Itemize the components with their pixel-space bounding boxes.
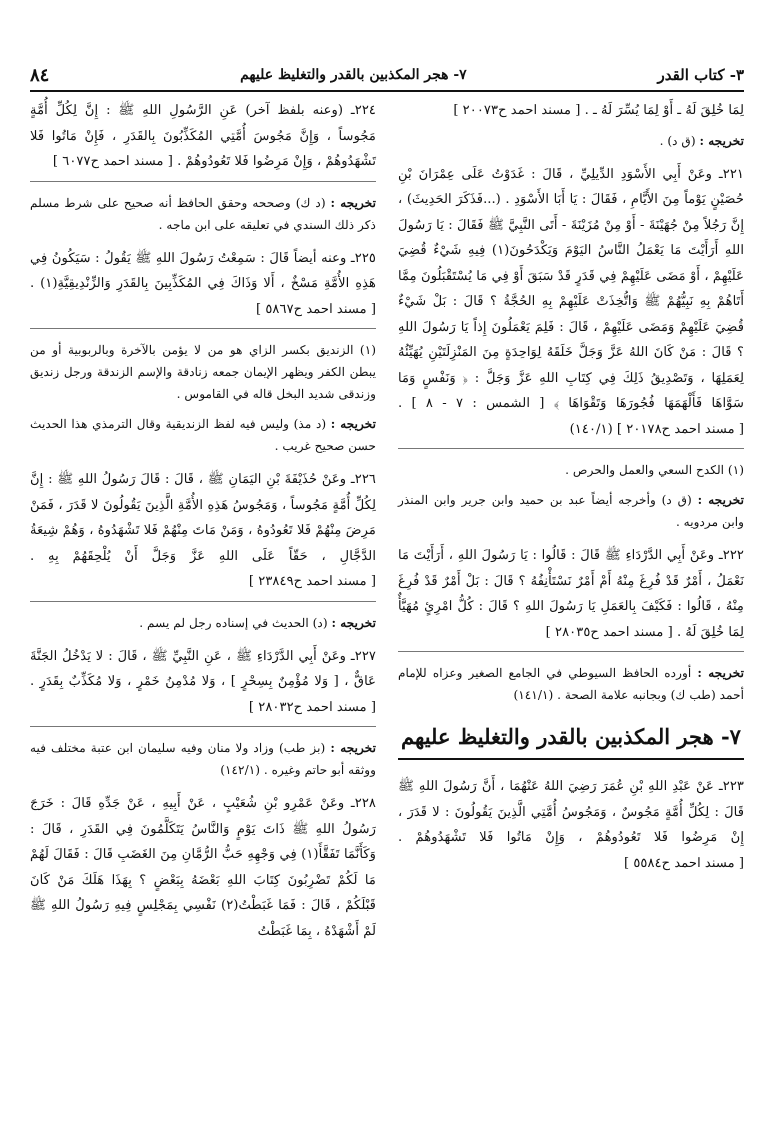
left-column	[30, 98, 376, 1092]
footnote-divider	[30, 181, 376, 182]
footnote-divider	[30, 726, 376, 727]
footnote-divider	[398, 448, 744, 449]
page-header	[30, 60, 744, 92]
hadith-reference: [ مسند احمد ح٦٠٧٧ ]	[52, 154, 173, 169]
hadith-221: ٢٢١ـ وعَنْ أَبِي الأَسْوَدِ الدِّيلِيِّ ، قَالَ : غَدَوْتُ عَلَى عِمْرَانَ بْنِ حُصَيْنٍ يَوْماً مِنَ الأَيَّامِ ، فَقَالَ : يَا أَبَا الأَسْوَدِ . (...فَذَكَرَ الحَدِيثَ) ، إِنَّ رَجُلاً مِنْ جُهَيْنَةَ - أَوْ مِنْ مُزَيْنَةَ - أَتَى النَّبِيَّ ﷺ فَقَالَ : يَا رَسُولَ اللهِ أَرَأَيْتَ مَا يَعْمَلُ النَّاسُ اليَوْمَ وَيَكْدَحُونَ(١) فِيهِ شَيْءٌ قُضِيَ عَلَيْهِمْ ، أَوْ مَضَى عَلَيْهِمْ فِي قَدَرٍ قَدْ سَبَقَ أَوْ فِي مَا يُسْتَقْبَلُونَ مِمَّا أَتَاهُمْ بِهِ نَبِيُّهُمْ ﷺ وَاتُّخِذَتْ عَلَيْهِمْ بِهِ الحُجَّةُ ؟ قَالَ : بَلْ شَيْءٌ قُضِيَ عَلَيْهِمْ وَمَضَى عَلَيْهِمْ ، قَالَ : فَلِمَ يَعْمَلُونَ إِذاً يَا رَسُولَ اللهِ ؟ قَالَ : مَنْ كَانَ اللهُ عَزَّ وَجَلَّ خَلَقَهُ لِوَاحِدَةٍ مِنَ المَنْزِلَتَيْنِ يُهَيِّئُهُ لِعَمَلِهَا ، وَتَصْدِيقُ ذَلِكَ فِي كِتَابِ اللهِ عَزَّ وَجَلَّ : ﴿ وَنَفْسٍ وَمَا سَوَّاهَا فَأَلْهَمَهَا فُجُورَهَا وَتَقْوَاهَا ﴾ [ الشمس : ٧ - ٨ ] . [ مسند احمد ح٢٠١٧٨ ] (١٤٠/١)	[398, 166, 744, 437]
hadith-228: ٢٢٨ـ وعَنْ عَمْرِو بْنِ شُعَيْبٍ ، عَنْ أَبِيهِ ، عَنْ جَدِّهِ قَالَ : خَرَجَ رَسُولُ اللهِ ﷺ ذَاتَ يَوْمٍ وَالنَّاسُ يَتَكَلَّمُونَ فِي القَدَرِ ، قَالَ : وَكَأَنَّمَا تَفَقَّأَ(١) فِي وَجْهِهِ حَبُّ الرُّمَّانِ مِنَ الغَضَبِ قَالَ : فَقَالَ لَهُمْ مَا لَكُمْ تَضْرِبُونَ كِتَابَ اللهِ بَعْضَهُ بِبَعْضٍ ؟ بِهَذَا هَلَكَ مَنْ كَانَ قَبْلَكُمْ ، قَالَ : فَمَا غَبَطْتُ(٢) نَفْسِي بِمَجْلِسٍ فِيهِ رَسُولُ اللهِ ﷺ لَمْ أَشْهَدْهُ ، بِمَا غَبَطْتُ	[30, 796, 376, 939]
takhrij-note: تخريجه : (د مذ) وليس فيه لفظ الزنديقية وقال الترمذي هذا الحديث حسن صحيح غريب .	[30, 417, 376, 453]
hadith-227: ٢٢٧ـ وعَنْ أَبِي الدَّرْدَاءِ ﷺ ، عَنِ النَّبِيِّ ﷺ ، قَالَ : لا يَدْخُلُ الجَنَّةَ عَاقٌّ ، [ وَلا مُؤْمِنٌ بِسِحْرٍ ] ، وَلا مُدْمِنُ خَمْرٍ ، وَلا مُكَذِّبٌ بِقَدَرٍ . [ مسند احمد ح٢٨٠٣٢ ]	[30, 648, 376, 715]
section-running-title: ٧- هجر المكذبين بالقدر والتغليظ عليهم	[240, 67, 467, 83]
takhrij-note: تخريجه : (ق د) .	[659, 133, 744, 148]
takhrij-note: تخريجه : (د) الحديث في إسناده رجل لم يسم .	[139, 615, 376, 630]
footnote: (١) الزنديق بكسر الزاي هو من لا يؤمن بالآخرة وبالربوبية أو من يبطن الكفر ويظهر الإيمان جمعه زنادقة والإسم الزندقة ورجل زنديق وزندقى شديد البخل قاله في القاموس .	[30, 343, 376, 401]
hadith-224: ٢٢٤ـ (وعنه بلفظ آخر) عَنِ الرَّسُولِ اللهِ ﷺ : إِنَّ لِكُلِّ أُمَّةٍ مَجُوساً ، وَإِنَّ مَجُوسَ أُمَّتِي المُكَذِّبُونَ بِالقَدَرِ ، فَإِنْ مَاتُوا فَلا تَشْهَدُوهُمْ ، وَإِنْ مَرِضُوا فَلا تَعُودُوهُمْ . [ مسند احمد ح٦٠٧٧ ]	[30, 103, 376, 169]
section-heading: ٧- هجر المكذبين بالقدر والتغليظ عليهم	[398, 722, 744, 760]
hadith-reference: [ مسند احمد ح٥٥٨٤ ]	[623, 855, 744, 871]
takhrij-note: تخريجه : (ق د) وأخرجه أيضاً عبد بن حميد وابن جرير وابن المنذر وابن مردويه .	[398, 493, 745, 529]
hadith-reference: [ مسند احمد ح٢٣٨٤٩ ]	[248, 574, 376, 589]
footnote: (١) الكدح السعي والعمل والحرص .	[565, 463, 744, 477]
takhrij-note: تخريجه : أورده الحافظ السيوطي في الجامع الصغير وعزاه للإمام أحمد (طب ك) وبجانبه علامة الصحة . (١٤١/١)	[398, 666, 745, 702]
footnote-divider	[30, 328, 376, 329]
hadith-reference: [ مسند احمد ح٥٨٦٧ ]	[255, 301, 376, 317]
hadith-reference: [ مسند احمد ح٢٨٠٣٢ ]	[248, 699, 376, 715]
footnote-divider	[398, 651, 744, 652]
hadith-reference: [ مسند احمد ح٢٨٠٣٥ ]	[545, 624, 673, 640]
takhrij-note: تخريجه : (د ك) وصححه وحقق الحافظ أنه صحيح على شرط مسلم ذكر ذلك السندي في تعليقه على ابن ماجه .	[30, 195, 376, 232]
hadith-225: ٢٢٥ـ وعنه أيضاً قَالَ : سَمِعْتُ رَسُولَ اللهِ ﷺ يَقُولُ : سَيَكُونُ فِي هَذِهِ الأُمَّةِ مَسْخٌ ، أَلا وَذَاكَ فِي المُكَذِّبِينَ بِالقَدَرِ وَالزِّنْدِيقِيَّةِ(١) . [ مسند احمد ح٥٨٦٧ ]	[30, 250, 376, 317]
footnote-divider	[30, 601, 376, 602]
hadith-226: ٢٢٦ـ وعَنْ حُذَيْفَةَ بْنِ اليَمَانِ ﷺ ، قَالَ : قَالَ رَسُولُ اللهِ ﷺ : إِنَّ لِكُلِّ أُمَّةٍ مَجُوساً ، وَمَجُوسُ هَذِهِ الأُمَّةِ الَّذِينَ يَقُولُونَ لا قَدَرَ ، فَمَنْ مَرِضَ مِنْهُمْ فَلا تَعُودُوهُ ، وَمَنْ مَاتَ مِنْهُمْ فَلا تَشْهَدُوهُ ، وَهُمْ شِيعَةُ الدَّجَّالِ ، حَقّاً عَلَى اللهِ عَزَّ وَجَلَّ أَنْ يُلْحِقَهُمْ بِهِ . [ مسند احمد ح٢٣٨٤٩ ]	[30, 472, 376, 589]
right-column	[398, 98, 744, 1092]
takhrij-note: تخريجه : (بز طب) وزاد ولا منان وفيه سليمان ابن عتبة مختلف فيه ووثقه أبو حاتم وغيره . (١٤٢/١)	[30, 741, 377, 777]
hadith-223: ٢٢٣ـ عَنْ عَبْدِ اللهِ بْنِ عُمَرَ رَضِيَ اللهُ عَنْهُمَا ، أَنَّ رَسُولَ اللهِ ﷺ قَالَ : لِكُلِّ أُمَّةٍ مَجُوسٌ ، وَمَجُوسُ أُمَّتِي الَّذِينَ يَقُولُونَ : لا قَدَرَ ، إِنْ مَرِضُوا فَلا تَعُودُوهُمْ ، وَإِنْ مَاتُوا فَلا تَشْهَدُوهُمْ . [ مسند احمد ح٥٥٨٤ ]	[398, 779, 744, 871]
book-chapter-title: ٣- كتاب القدر	[657, 66, 744, 84]
hadith-reference: [ مسند احمد ح٢٠١٧٨ ] (١٤٠/١)	[569, 421, 744, 437]
hadith-222: ٢٢٢ـ وعَنْ أَبِي الدَّرْدَاءِ ﷺ قَالَ : قَالُوا : يَا رَسُولَ اللهِ ، أَرَأَيْتَ مَا نَعْمَلُ ، أَمْرٌ قَدْ فُرِغَ مِنْهُ أَمْ أَمْرٌ نَسْتَأْنِفُهُ ؟ قَالَ : بَلْ أَمْرٌ قَدْ فُرِغَ مِنْهُ ، قَالُوا : فَكَيْفَ بِالعَمَلِ يَا رَسُولَ اللهِ ؟ قَالَ : كُلُّ امْرِئٍ مُهَيَّأٌ لِمَا خُلِقَ لَهُ . [ مسند احمد ح٢٨٠٣٥ ]	[398, 548, 744, 640]
page-number: ٨٤	[30, 64, 50, 86]
hadith-continuation: لِمَا خُلِقَ لَهُ ـ أَوْ لِمَا يُسِّرَ لَهُ ـ . [ مسند احمد ح٢٠٠٧٣ ]	[453, 103, 744, 118]
